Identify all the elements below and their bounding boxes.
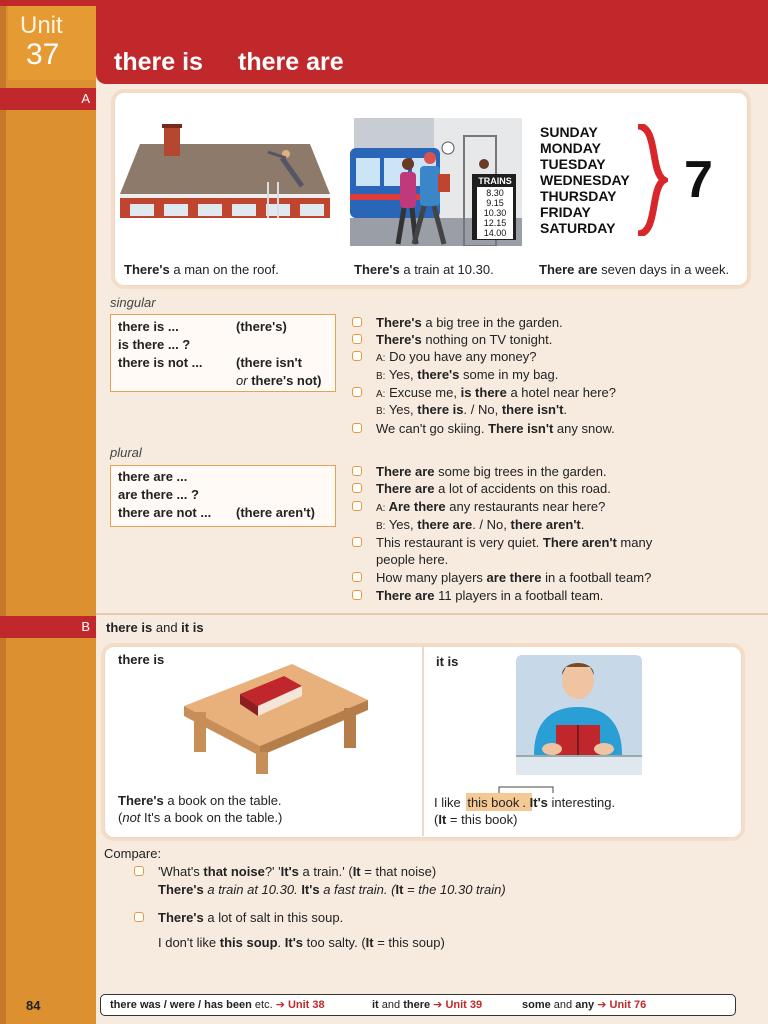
example-checkbox[interactable] [352, 351, 362, 361]
example-line: There are some big trees in the garden. [376, 464, 607, 479]
page-number: 84 [26, 998, 41, 1013]
example-checkbox[interactable] [352, 483, 362, 493]
day-item: THURSDAY [540, 188, 617, 204]
days-list [540, 124, 630, 236]
section-b-tab: B [0, 616, 96, 638]
example-line: There are a lot of accidents on this road. [376, 481, 611, 496]
page-title-there-is: there is [114, 48, 203, 76]
example-line: B: Yes, there is. / No, there isn't. [376, 402, 568, 417]
trains-sign [474, 174, 516, 240]
plural-label: plural [110, 445, 142, 460]
gb-theres: (there's) [236, 319, 287, 334]
trains-sign-times [477, 187, 513, 239]
train-time: 8.30 [486, 188, 504, 198]
caption-roof: There's a man on the roof. [124, 262, 279, 277]
number-seven: 7 [684, 151, 713, 209]
example-line: people here. [376, 552, 449, 567]
singular-label: singular [110, 295, 156, 310]
there-is-title: there is [118, 652, 165, 667]
it-is-title: it is [436, 654, 459, 669]
example-checkbox[interactable] [352, 466, 362, 476]
gb-there-is: there is ... [118, 319, 179, 334]
example-checkbox[interactable] [352, 317, 362, 327]
gb-or-theres-not: or there's not) [236, 373, 322, 388]
gb-there-arent: (there aren't) [236, 505, 315, 520]
example-checkbox[interactable] [352, 537, 362, 547]
example-checkbox[interactable] [352, 334, 362, 344]
unit-label: Unit [20, 12, 63, 39]
boy-reading-illustration [516, 655, 642, 775]
example-line: A: Do you have any money? [376, 349, 537, 364]
example-line: This restaurant is very quiet. There aren't many [376, 535, 653, 550]
cross-ref-unit-76[interactable]: some and any ➔ Unit 76 [522, 999, 647, 1011]
example-line: There's a big tree in the garden. [376, 315, 563, 330]
section-b-heading: there is and it is [106, 620, 204, 635]
day-item: FRIDAY [540, 204, 591, 220]
gb-there-are: there are ... [118, 469, 188, 484]
compare-line: 'What's that noise?' 'It's a train.' (It = that noise) [158, 864, 437, 879]
day-item: SUNDAY [540, 124, 598, 140]
unit-number: 37 [26, 38, 60, 71]
compare-line: There's a lot of salt in this soup. [158, 910, 344, 925]
train-time: 12.15 [483, 218, 507, 228]
train-time: 9.15 [486, 198, 504, 208]
trains-sign-title: TRAINS [478, 176, 512, 186]
right-note: (It = this book) [434, 812, 518, 827]
cross-ref-unit-38[interactable]: there was / were / has been etc. ➔ Unit 38 [110, 999, 325, 1011]
section-a-tab: A [0, 88, 96, 110]
example-line: A: Excuse me, is there a hotel near here? [376, 385, 616, 400]
example-line: There are 11 players in a football team. [376, 588, 604, 603]
house-roof-illustration [118, 122, 332, 222]
example-line: B: Yes, there are. / No, there aren't. [376, 517, 585, 532]
curly-brace-icon [634, 124, 668, 236]
example-line: B: Yes, there's some in my bag. [376, 367, 559, 382]
reference-bracket [498, 786, 554, 794]
caption-train: There's a train at 10.30. [354, 262, 494, 277]
compare-line: I don't like this soup. It's too salty. (It = this soup) [158, 935, 445, 950]
gb-there-are-not: there are not ... [118, 505, 212, 520]
example-line: A: Are there any restaurants near here? [376, 499, 606, 514]
page-title-there-are: there are [238, 48, 344, 76]
example-checkbox[interactable] [134, 866, 144, 876]
day-item: SATURDAY [540, 220, 616, 236]
example-checkbox[interactable] [352, 590, 362, 600]
gb-there-isnt: (there isn't [236, 355, 302, 370]
day-item: MONDAY [540, 140, 601, 156]
example-checkbox[interactable] [352, 423, 362, 433]
example-line: We can't go skiing. There isn't any snow. [376, 421, 615, 436]
section-divider [96, 613, 768, 615]
gb-there-is-not: there is not ... [118, 355, 203, 370]
compare-line: There's a train at 10.30. It's a fast train. (It = the 10.30 train) [158, 882, 506, 897]
panel-divider [422, 646, 424, 836]
left-caption: There's a book on the table. [118, 793, 282, 808]
example-checkbox[interactable] [352, 572, 362, 582]
example-line: There's nothing on TV tonight. [376, 332, 553, 347]
example-checkbox[interactable] [352, 501, 362, 511]
gb-are-there: are there ... ? [118, 487, 199, 502]
example-checkbox[interactable] [352, 387, 362, 397]
train-time: 14.00 [483, 228, 507, 238]
train-time: 10.30 [483, 208, 507, 218]
left-margin [0, 0, 96, 1024]
example-checkbox[interactable] [134, 912, 144, 922]
compare-label: Compare: [104, 846, 162, 861]
right-caption: I like this book . It's interesting. [434, 795, 616, 810]
left-strip [0, 0, 6, 1024]
day-item: WEDNESDAY [540, 172, 630, 188]
caption-days: There are seven days in a week. [539, 262, 730, 277]
table-with-book-illustration [180, 660, 372, 776]
day-item: TUESDAY [540, 156, 606, 172]
cross-ref-unit-39[interactable]: it and there ➔ Unit 39 [372, 999, 483, 1011]
example-line: How many players are there in a football team? [376, 570, 652, 585]
left-note: (not It's a book on the table.) [118, 810, 283, 825]
gb-is-there: is there ... ? [118, 337, 191, 352]
